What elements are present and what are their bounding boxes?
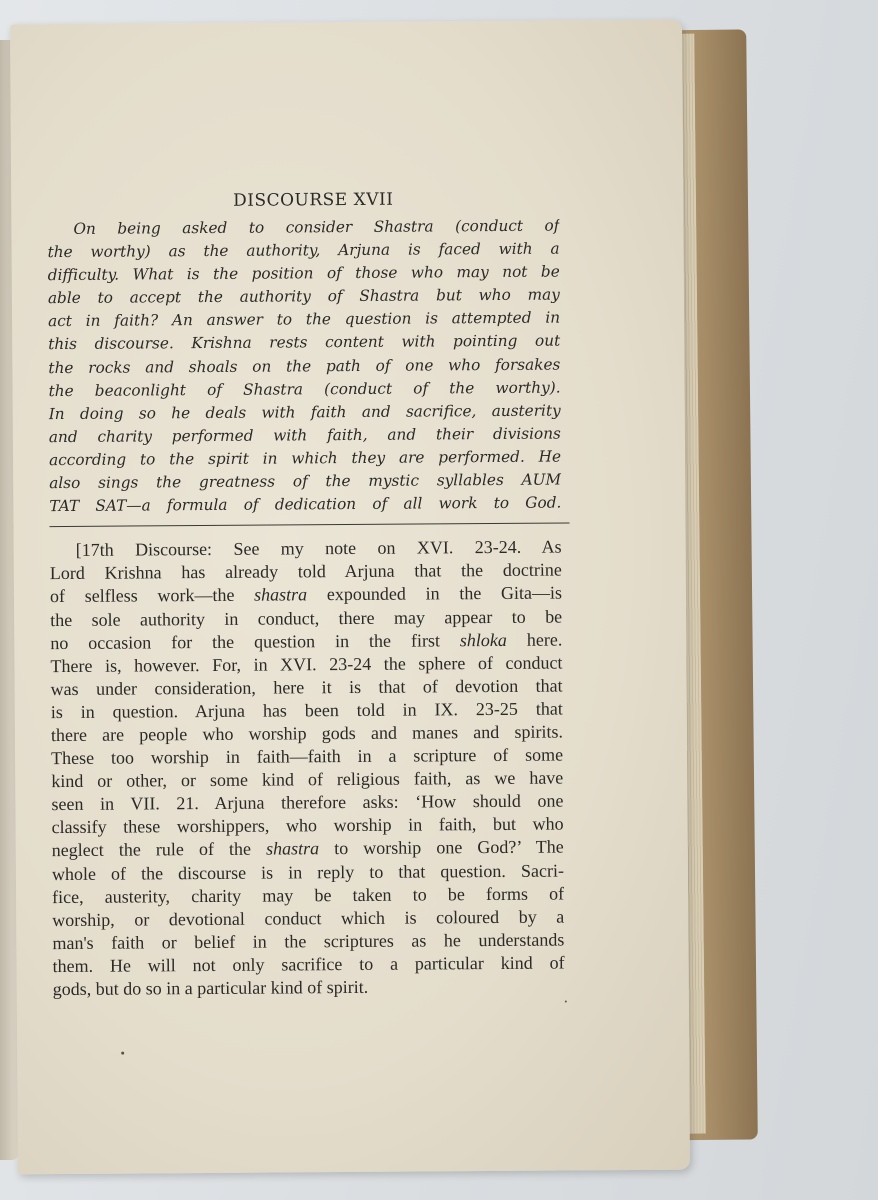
body-line: [52, 928, 564, 955]
intro-line: difficulty. What is the position of those who may not be: [47, 262, 560, 285]
intro-summary: [47, 215, 561, 519]
text-run: neglect the rule of the: [51, 839, 267, 861]
intro-line: In doing so he deals with faith and sacrifice, austerity: [48, 401, 561, 423]
text-run: to worship one God?’ The: [319, 836, 564, 859]
intro-line: and charity performed with faith, and their divisions: [48, 424, 561, 446]
intro-line: this discourse. Krishna rests content with pointing out: [48, 331, 561, 354]
body-line: [50, 582, 562, 609]
intro-line: the beaconlight of Shastra (conduct of the worthy).: [48, 378, 561, 400]
body-line: [51, 674, 563, 701]
text-run: These too worship in faith—faith in a scripture of some: [51, 744, 564, 769]
body-line: [52, 882, 564, 909]
text-run: them. He will not only sacrifice to a particular kind of: [52, 952, 565, 976]
intro-line: the rocks and shoals on the path of one who forsakes: [48, 355, 561, 377]
text-run: worship, or devotional conduct which is coloured by a: [52, 906, 565, 930]
text-run: classify these worshippers, who worship in faith, but who: [51, 813, 564, 838]
text-run: seen in VII. 21. Arjuna therefore asks: ‘How should one: [51, 790, 564, 815]
body-line: [50, 628, 562, 655]
intro-line: able to accept the authority of Shastra but who may: [47, 285, 560, 308]
italic-term: shloka: [459, 629, 507, 650]
text-run: Lord Krishna has already told Arjuna that the doctrine: [49, 559, 562, 584]
text-run: whole of the discourse is in reply to that question. Sacri-: [51, 860, 564, 884]
paper-speck: [565, 1000, 567, 1002]
intro-line: according to the spirit in which they are performed. He: [48, 447, 562, 470]
body-line: [52, 951, 564, 978]
intro-line: the worthy) as the authority, Arjuna is faced with a: [47, 239, 560, 262]
text-run: There is, however. For, in XVI. 23-24 the sphere of conduct: [50, 652, 563, 676]
page-content: [47, 189, 565, 1002]
page-title: DISCOURSE XVII: [232, 189, 394, 211]
divider: [49, 523, 569, 528]
italic-term: shastra: [266, 838, 320, 860]
intro-line: also sings the greatness of the mystic syllables AUM: [49, 470, 562, 493]
text-run: here.: [506, 629, 563, 650]
body-line: [53, 975, 565, 1002]
book-page: [10, 20, 690, 1175]
text-run: was under consideration, here it is that of devotion that: [50, 675, 563, 699]
intro-line: act in faith? An answer to the question is attempted in: [48, 308, 561, 331]
intro-line: On being asked to consider Shastra (conduct of: [73, 216, 560, 238]
body-line: [50, 605, 562, 632]
body-line: [52, 905, 564, 932]
body-line: [52, 859, 564, 886]
text-run: there are people who worship gods and manes and spirits.: [50, 721, 564, 746]
italic-term: shastra: [254, 584, 308, 606]
body-line: [50, 651, 562, 678]
body-line: [52, 836, 564, 863]
text-run: expounded in the Gita—is: [307, 582, 563, 605]
text-run: fice, austerity, charity may be taken to be forms of: [52, 883, 565, 907]
intro-line: TAT SAT—a formula of dedication of all work to God.: [49, 493, 562, 516]
text-run: man's faith or belief in the scriptures as he understands: [52, 929, 565, 953]
text-run: is in question. Arjuna has been told in IX. 23-25 that: [50, 698, 563, 722]
paper-speck: [121, 1052, 124, 1055]
text-run: kind or other, or some kind of religious faith, as we have: [51, 767, 564, 792]
text-run: no occasion for the question in the first: [50, 629, 460, 653]
text-run: gods, but do so in a particular kind of spirit.: [52, 976, 369, 1000]
text-run: of selfless work—the: [49, 585, 255, 607]
text-run: [17th Discourse: See my note on XVI. 23-24. As: [75, 536, 562, 561]
commentary-paragraph: [50, 536, 565, 1001]
text-run: the sole authority in conduct, there may appear to be: [50, 606, 563, 630]
